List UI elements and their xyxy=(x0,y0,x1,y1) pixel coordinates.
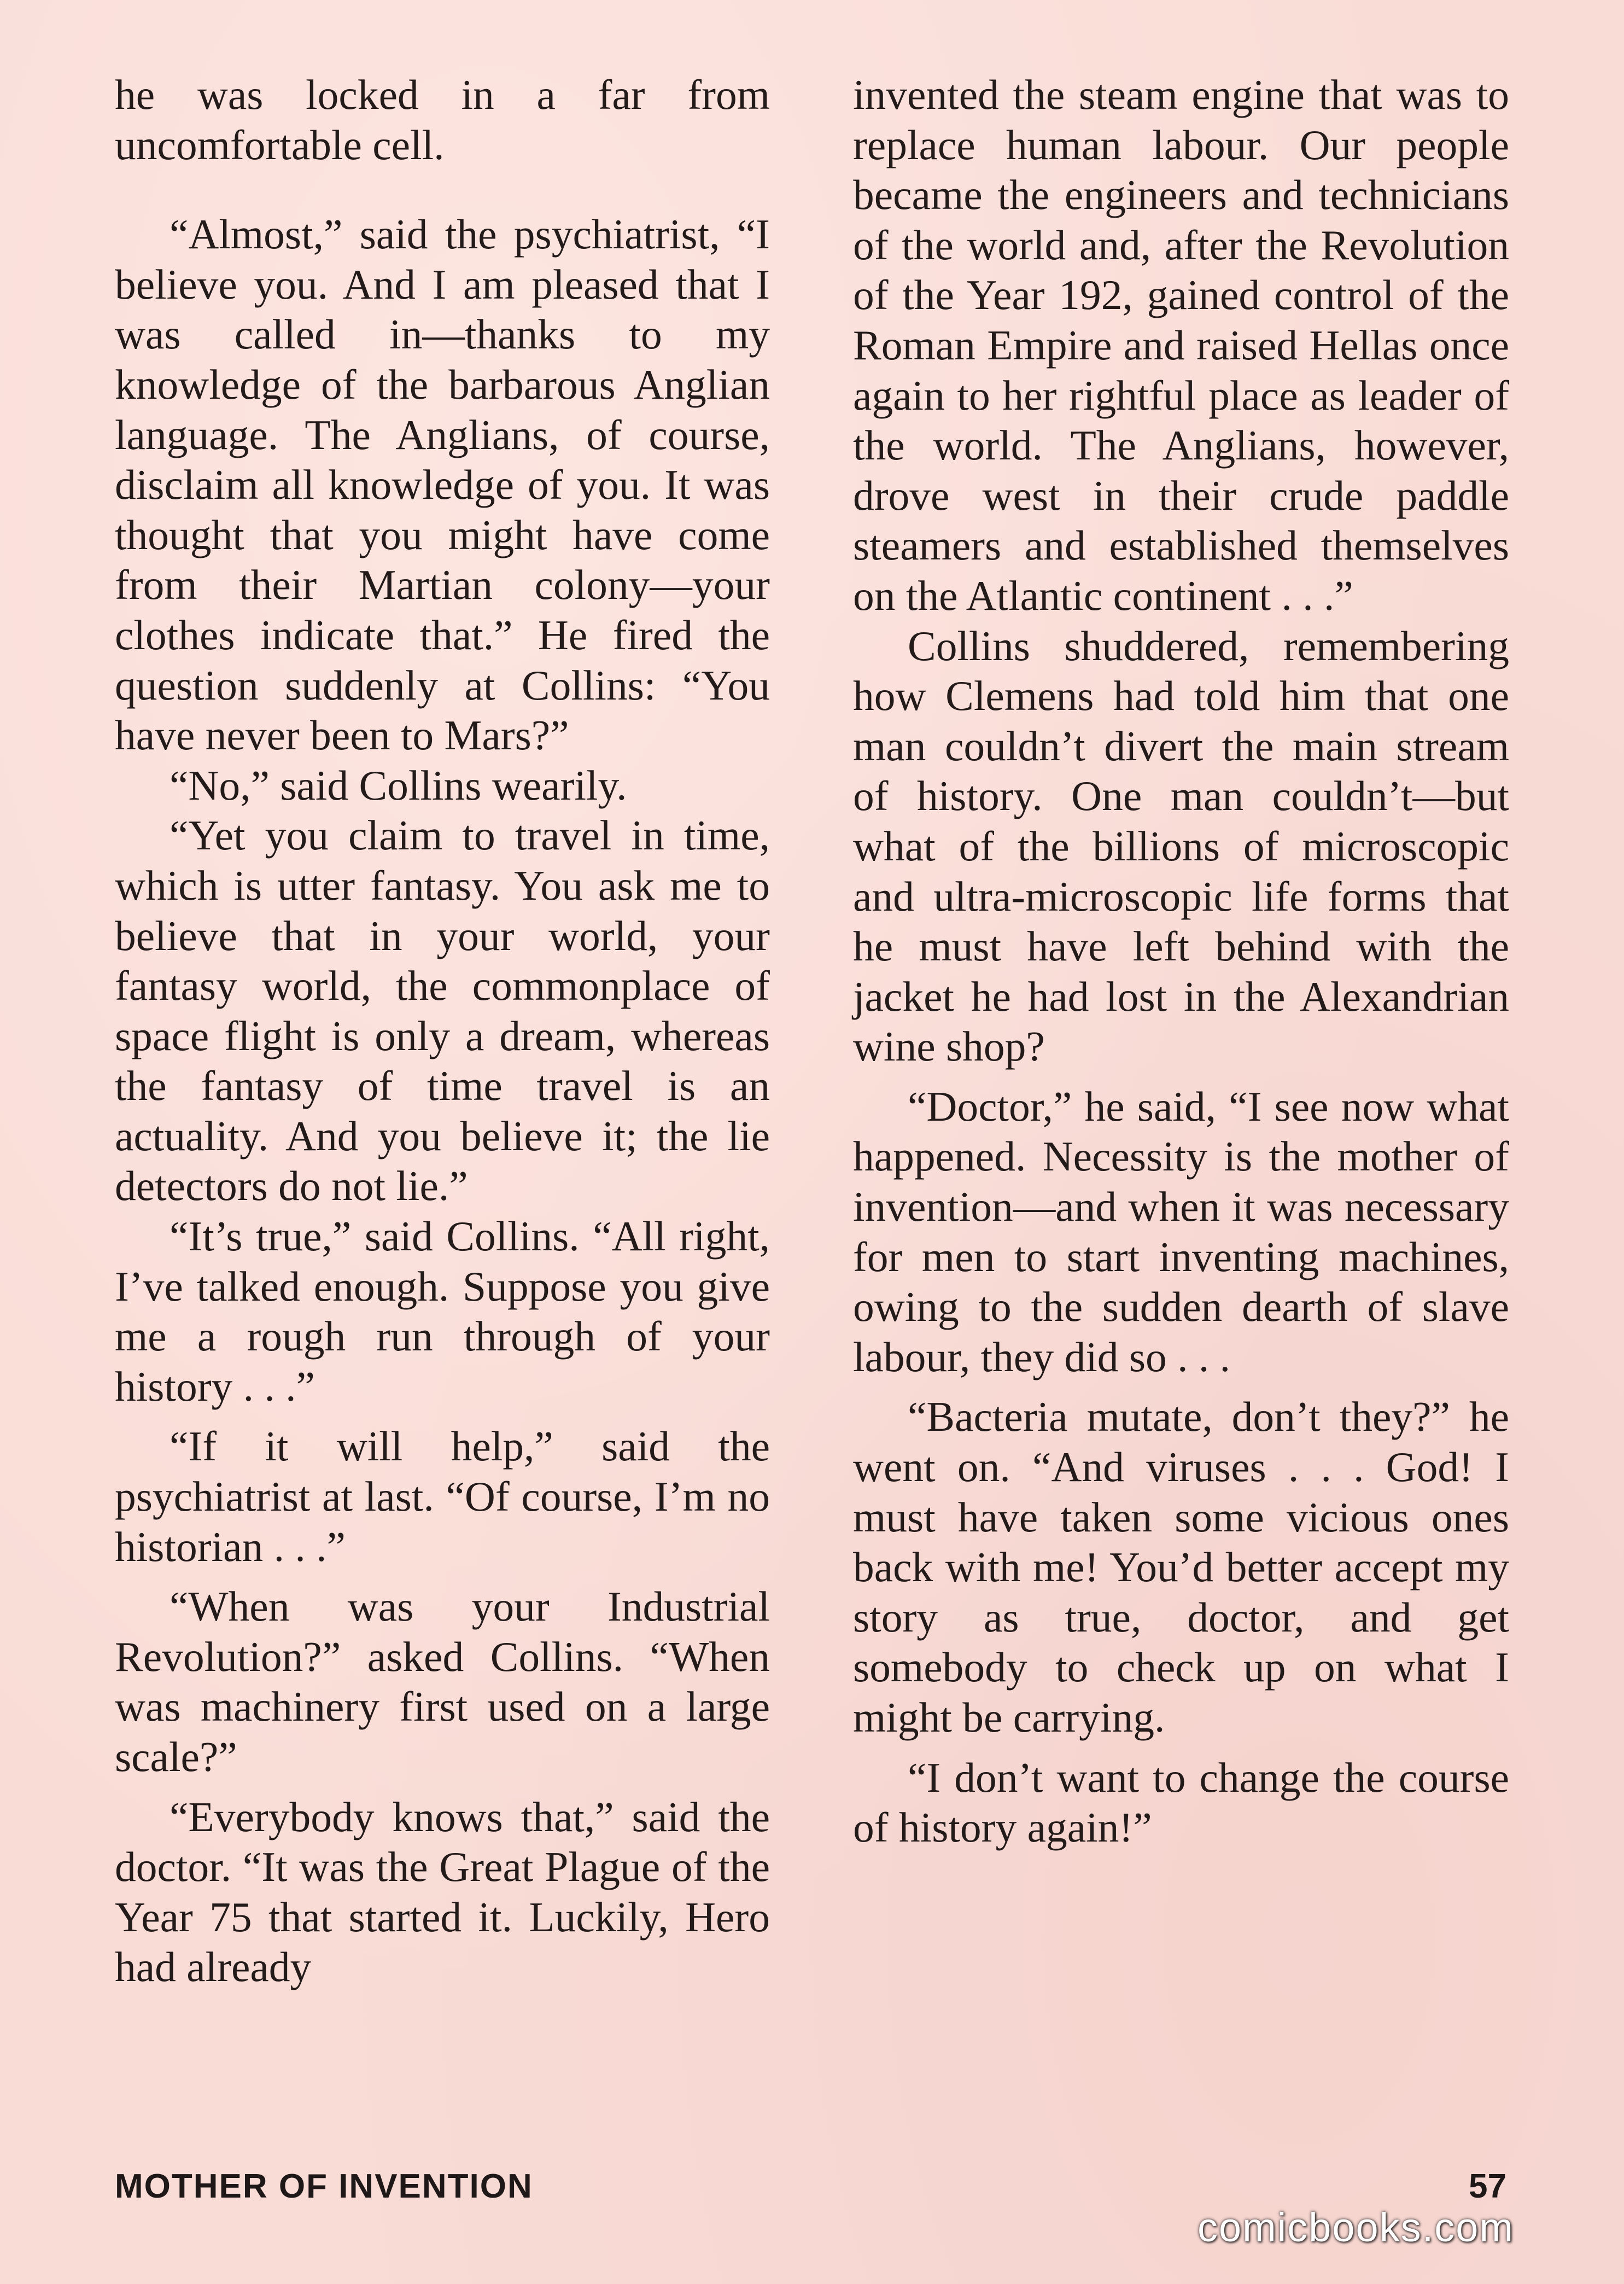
paragraph: “When was your Industrial Revolution?” asked Collins. “When was machinery first used on a large scale?” xyxy=(115,1583,770,1780)
paragraph: “Doctor,” he said, “I see now what happened. Necessity is the mother of invention—and when it was necessary for men to start inventing machines, owing to the sudden dearth of slave labour, they did so . . . xyxy=(853,1082,1509,1380)
page-number: 57 xyxy=(1469,2168,1506,2205)
watermark: comicbooks.com xyxy=(1197,2205,1515,2250)
paragraph: “Almost,” said the psychiatrist, “I believe you. And I am pleased that I was called in—thanks to my knowledge of the barbarous Anglian language. The Anglians, of course, disclaim all knowledge of you. It was thought that you might have come from their Martian colony—your clothes indicate that.” He fired the question suddenly at Collins: “You have never been to Mars?” xyxy=(115,211,770,759)
paragraph: “No,” said Collins wearily. xyxy=(170,761,627,809)
paragraph: “Everybody knows that,” said the doctor. “It was the Great Plague of the Year 75 that started it. Luckily, Hero had already xyxy=(115,1793,770,1991)
paragraph: “I don’t want to change the course of history again!” xyxy=(853,1753,1509,1851)
right-text-column xyxy=(853,70,1509,1853)
running-footer-title: MOTHER OF INVENTION xyxy=(115,2168,533,2205)
paragraph: he was locked in a far from uncomfortable cell. xyxy=(115,71,770,168)
paragraph: invented the steam engine that was to replace human labour. Our people became the engineers and technicians of the world and, after the Revolution of the Year 192, gained control of the Roman Empire and raised Hellas once again to her rightful place as leader of the world. The Anglians, however, drove west in their crude paddle steamers and established themselves on the Atlantic continent . . .” xyxy=(853,71,1509,619)
paragraph: “If it will help,” said the psychiatrist at last. “Of course, I’m no historian . . .” xyxy=(115,1423,770,1570)
paragraph: Collins shuddered, remembering how Clemens had told him that one man couldn’t divert the main stream of history. One man couldn’t—but what of the billions of microscopic and ultra-microscopic life forms that he must have left behind with the jacket he had lost in the Alexandrian wine shop? xyxy=(853,622,1509,1070)
paragraph: “Bacteria mutate, don’t they?” he went on. “And viruses . . . God! I must have taken some vicious ones back with me! You’d better accept my story as true, doctor, and get somebody to check up on what I might be carrying. xyxy=(853,1393,1509,1741)
left-text-column xyxy=(115,70,770,1992)
paragraph: “Yet you claim to travel in time, which is utter fantasy. You ask me to believe that in your world, your fantasy world, the commonplace of space flight is only a dream, whereas the fantasy of time travel is an actuality. And you believe it; the lie detectors do not lie.” xyxy=(115,812,770,1210)
paragraph: “It’s true,” said Collins. “All right, I’ve talked enough. Suppose you give me a rough run through of your history . . .” xyxy=(115,1213,770,1410)
